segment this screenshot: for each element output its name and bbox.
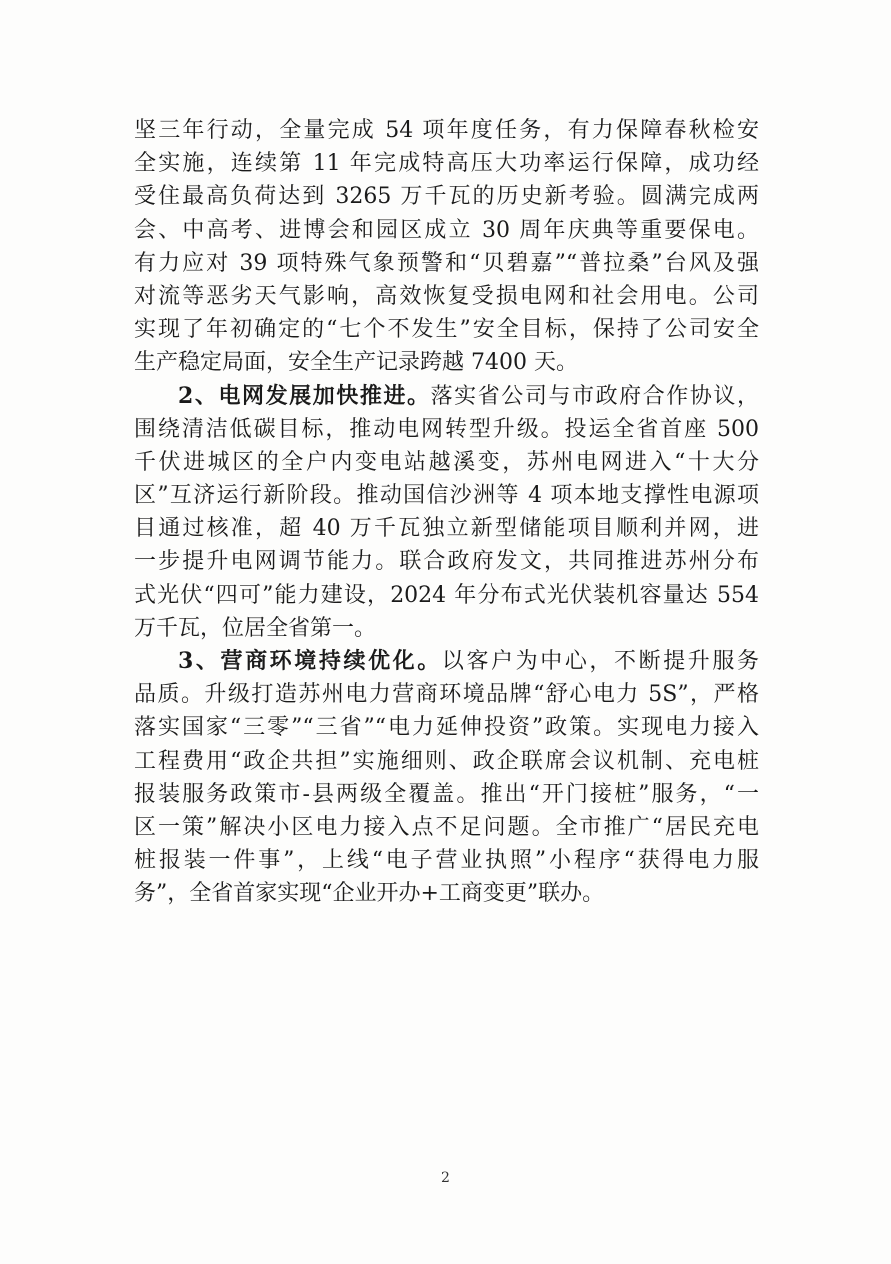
text-line: 万千瓦，位居全省第一。 <box>134 615 377 641</box>
text-line: 围绕清洁低碳目标，推动电网转型升级。投运全省首座 500 <box>134 416 759 442</box>
paragraph-business-environment <box>134 645 759 911</box>
paragraph-grid-development <box>134 380 759 646</box>
text-line: 区”互济运行新阶段。推动国信沙洲等 4 项本地支撑性电源项 <box>134 483 759 509</box>
text-line: 千伏进城区的全户内变电站越溪变，苏州电网进入“十大分 <box>134 449 759 475</box>
paragraph-safety <box>134 114 759 380</box>
text-line <box>134 645 759 678</box>
text-line: 目通过核准，超 40 万千瓦独立新型储能项目顺利并网，进 <box>134 516 759 542</box>
text-line: 实现了年初确定的“七个不发生”安全目标，保持了公司安全 <box>134 317 759 343</box>
text-line: 生产稳定局面，安全生产记录跨越 7400 天。 <box>134 350 578 376</box>
text-line: 对流等恶劣天气影响，高效恢复受损电网和社会用电。公司 <box>134 283 759 309</box>
text-line: 落实国家“三零”“三省”“电力延伸投资”政策。实现电力接入 <box>134 715 759 741</box>
text-line: 一步提升电网调节能力。联合政府发文，共同推进苏州分布 <box>134 549 759 575</box>
text-line: 有力应对 39 项特殊气象预警和“贝碧嘉”“普拉桑”台风及强 <box>134 250 759 276</box>
text-line: 品质。升级打造苏州电力营商环境品牌“舒心电力 5S”，严格 <box>134 682 759 708</box>
text-line: 会、中高考、进博会和园区成立 30 周年庆典等重要保电。 <box>134 217 759 243</box>
text-line <box>134 380 759 413</box>
text-line: 坚三年行动，全量完成 54 项年度任务，有力保障春秋检安 <box>134 118 759 143</box>
text-line: 全实施，连续第 11 年完成特高压大功率运行保障，成功经 <box>134 151 759 177</box>
page-number: 2 <box>441 1170 450 1186</box>
text-line: 区一策”解决小区电力接入点不足问题。全市推广“居民充电 <box>134 814 759 840</box>
section-heading: 3、营商环境持续优化。 <box>178 648 442 674</box>
body-text <box>134 114 759 911</box>
text-segment: 以客户为中心，不断提升服务 <box>441 649 759 674</box>
section-heading: 2、电网发展加快推进。 <box>178 382 431 409</box>
text-segment: 落实省公司与市政府合作协议， <box>430 383 759 409</box>
text-line: 式光伏“四可”能力建设，2024 年分布式光伏装机容量达 554 <box>134 582 759 608</box>
text-line: 务”，全省首家实现“企业开办+工商变更”联办。 <box>134 881 605 907</box>
text-line: 工程费用“政企共担”实施细则、政企联席会议机制、充电桩 <box>134 748 759 774</box>
text-line: 桩报装一件事”，上线“电子营业执照”小程序“获得电力服 <box>134 848 759 874</box>
text-line: 受住最高负荷达到 3265 万千瓦的历史新考验。圆满完成两 <box>134 184 759 210</box>
text-line: 报装服务政策市-县两级全覆盖。推出“开门接桩”服务，“一 <box>134 781 759 807</box>
